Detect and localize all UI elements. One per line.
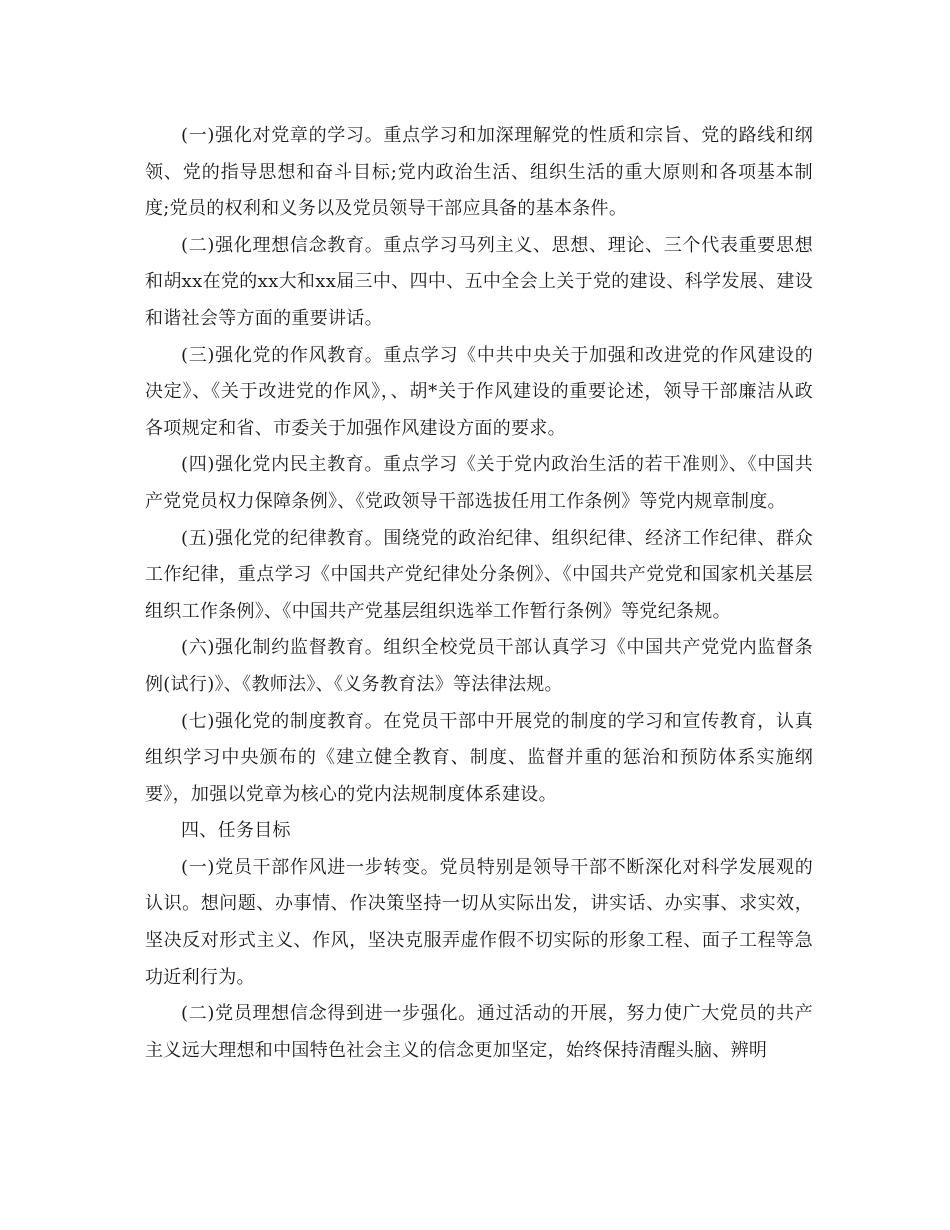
document-body (145, 118, 813, 1069)
paragraph-ideals-beliefs: (二)强化理想信念教育。重点学习马列主义、思想、理论、三个代表重要思想和胡xx在党的xx大和xx届三中、四中、五中全会上关于党的建设、科学发展、建设和谐社会等方面的重要讲话。 (145, 234, 813, 329)
paragraph-party-system: (七)强化党的制度教育。在党员干部中开展党的制度的学习和宣传教育，认真组织学习中央颁布的《建立健全教育、制度、监督并重的惩治和预防体系实施纲要》，加强以党章为核心的党内法规制度体系建设。 (145, 710, 813, 805)
paragraph-supervision: (六)强化制约监督教育。组织全校党员干部认真学习《中国共产党党内监督条例(试行)》、《教师法》、《义务教育法》等法律法规。 (145, 637, 813, 695)
section-heading-goals: 四、任务目标 (181, 820, 291, 842)
paragraph-goal-work-style: (一)党员干部作风进一步转变。党员特别是领导干部不断深化对科学发展观的认识。想问题、办事情、作决策坚持一切从实际出发，讲实话、办实事、求实效，坚决反对形式主义、作风，坚决克服弄虚作假不切实际的形象工程、面子工程等急功近利行为。 (145, 856, 813, 988)
paragraph-party-constitution: (一)强化对党章的学习。重点学习和加深理解党的性质和宗旨、党的路线和纲领、党的指导思想和奋斗目标;党内政治生活、组织生活的重大原则和各项基本制度;党员的权利和义务以及党员领导干部应具备的基本条件。 (145, 125, 813, 220)
paragraph-party-style: (三)强化党的作风教育。重点学习《中共中央关于加强和改进党的作风建设的决定》、《关于改进党的作风》，、胡*关于作风建设的重要论述，领导干部廉洁从政各项规定和省、市委关于加强作风建设方面的要求。 (145, 344, 813, 439)
paragraph-inner-party-democracy: (四)强化党内民主教育。重点学习《关于党内政治生活的若干准则》、《中国共产党党员权力保障条例》、《党政领导干部选拔任用工作条例》等党内规章制度。 (145, 454, 813, 512)
paragraph-party-discipline: (五)强化党的纪律教育。围绕党的政治纪律、组织纪律、经济工作纪律、群众工作纪律，重点学习《中国共产党纪律处分条例》、《中国共产党党和国家机关基层组织工作条例》、《中国共产党基层组织选举工作暂行条例》等党纪条规。 (145, 527, 813, 622)
paragraph-goal-ideals: (二)党员理想信念得到进一步强化。通过活动的开展，努力使广大党员的共产主义远大理想和中国特色社会主义的信念更加坚定，始终保持清醒头脑、辨明 (145, 1003, 813, 1061)
